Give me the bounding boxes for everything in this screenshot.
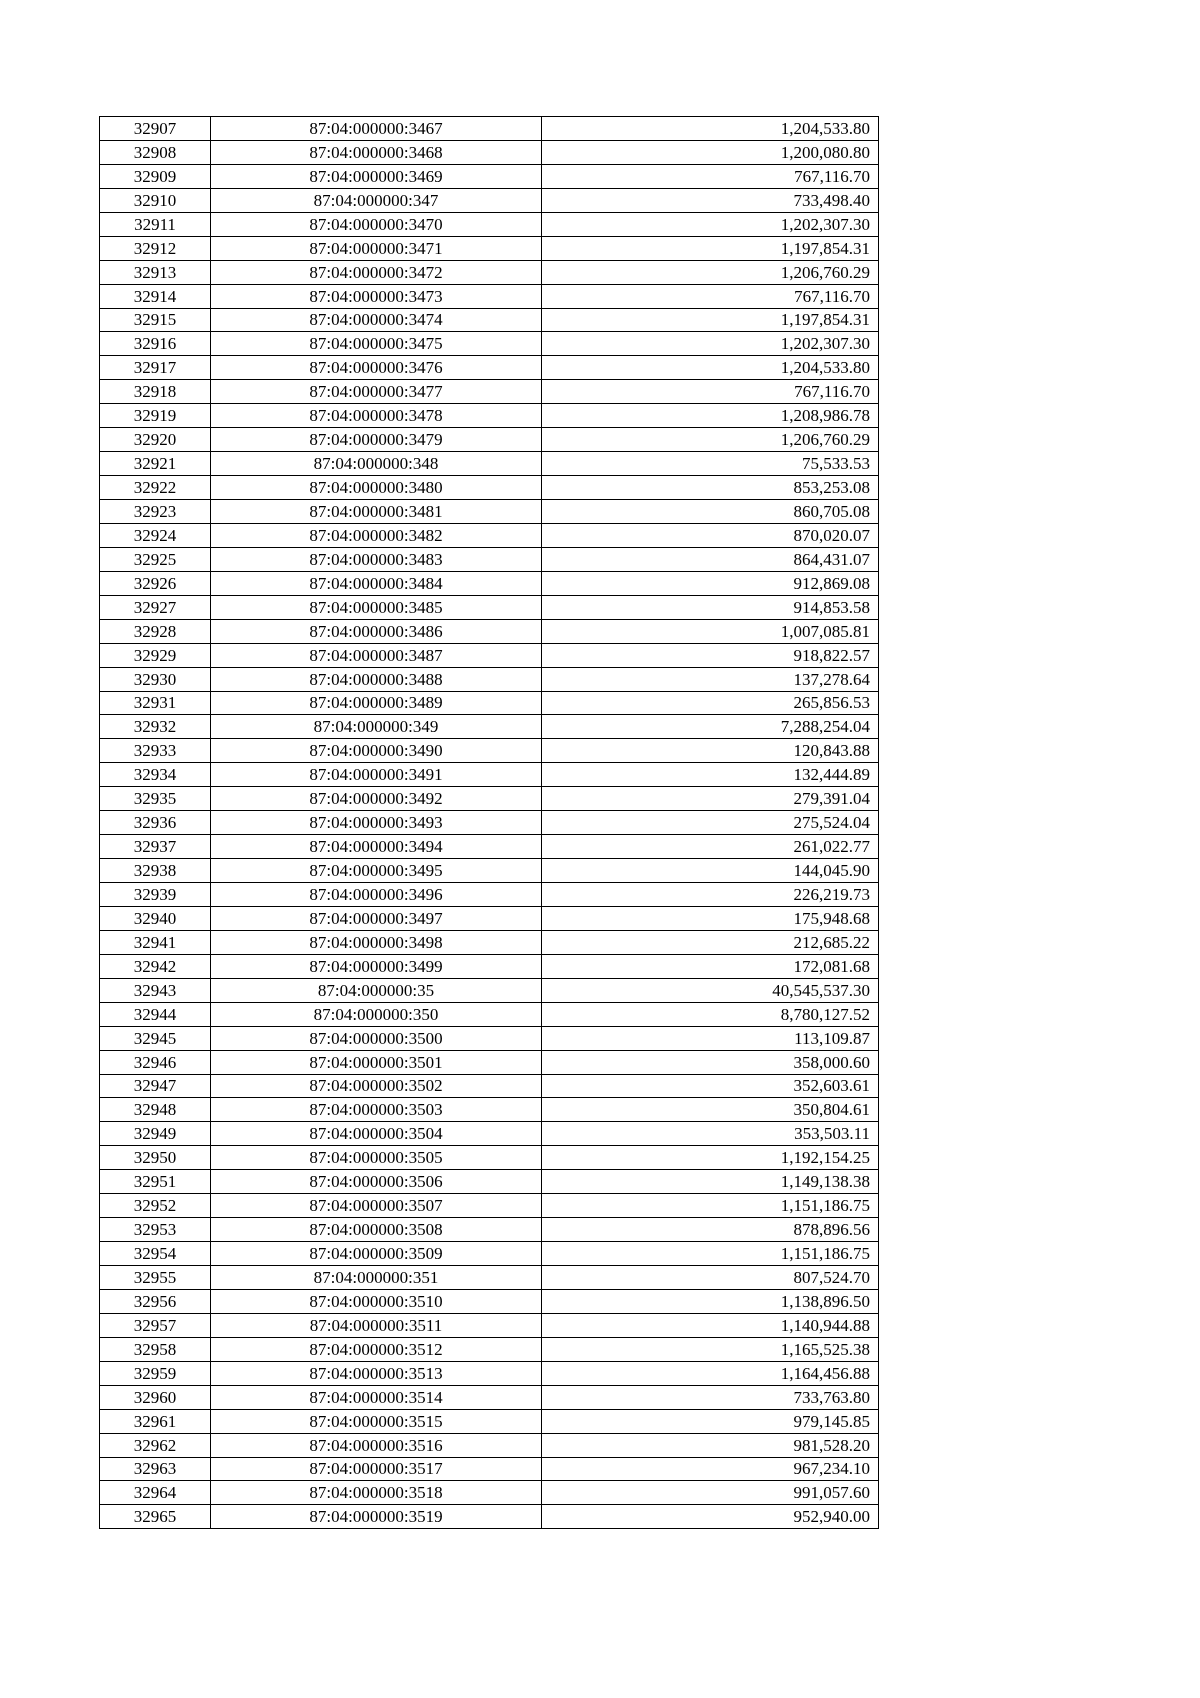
table-row <box>100 691 879 715</box>
row-number-cell: 32932 <box>100 715 211 739</box>
value-cell: 864,431.07 <box>542 547 879 571</box>
table-row <box>100 1098 879 1122</box>
row-number-cell: 32917 <box>100 356 211 380</box>
table-row <box>100 356 879 380</box>
table-row <box>100 643 879 667</box>
row-number-cell: 32956 <box>100 1289 211 1313</box>
cadastral-number-cell: 87:04:000000:3473 <box>211 284 542 308</box>
value-cell: 860,705.08 <box>542 500 879 524</box>
table-row <box>100 1385 879 1409</box>
table-row <box>100 140 879 164</box>
cadastral-number-cell: 87:04:000000:3506 <box>211 1170 542 1194</box>
value-cell: 1,151,186.75 <box>542 1194 879 1218</box>
cadastral-number-cell: 87:04:000000:3483 <box>211 547 542 571</box>
cadastral-number-cell: 87:04:000000:35 <box>211 978 542 1002</box>
cadastral-number-cell: 87:04:000000:3517 <box>211 1457 542 1481</box>
value-cell: 279,391.04 <box>542 787 879 811</box>
table-row <box>100 1481 879 1505</box>
value-cell: 991,057.60 <box>542 1481 879 1505</box>
row-number-cell: 32933 <box>100 739 211 763</box>
cadastral-number-cell: 87:04:000000:3493 <box>211 811 542 835</box>
table-row <box>100 930 879 954</box>
value-cell: 914,853.58 <box>542 595 879 619</box>
value-cell: 261,022.77 <box>542 835 879 859</box>
value-cell: 144,045.90 <box>542 859 879 883</box>
cadastral-number-cell: 87:04:000000:3508 <box>211 1218 542 1242</box>
row-number-cell: 32947 <box>100 1074 211 1098</box>
row-number-cell: 32952 <box>100 1194 211 1218</box>
value-cell: 878,896.56 <box>542 1218 879 1242</box>
value-cell: 1,151,186.75 <box>542 1242 879 1266</box>
table-row <box>100 835 879 859</box>
row-number-cell: 32942 <box>100 954 211 978</box>
table-row <box>100 1457 879 1481</box>
value-cell: 979,145.85 <box>542 1409 879 1433</box>
table-row <box>100 236 879 260</box>
value-cell: 7,288,254.04 <box>542 715 879 739</box>
row-number-cell: 32965 <box>100 1505 211 1529</box>
table-row <box>100 1002 879 1026</box>
cadastral-number-cell: 87:04:000000:3488 <box>211 667 542 691</box>
table-row <box>100 715 879 739</box>
cadastral-number-cell: 87:04:000000:351 <box>211 1266 542 1290</box>
cadastral-number-cell: 87:04:000000:3514 <box>211 1385 542 1409</box>
table-row <box>100 523 879 547</box>
value-cell: 767,116.70 <box>542 164 879 188</box>
table-row <box>100 332 879 356</box>
value-cell: 1,165,525.38 <box>542 1337 879 1361</box>
value-cell: 918,822.57 <box>542 643 879 667</box>
cadastral-number-cell: 87:04:000000:3468 <box>211 140 542 164</box>
table-row <box>100 212 879 236</box>
cadastral-number-cell: 87:04:000000:3490 <box>211 739 542 763</box>
table-row <box>100 1122 879 1146</box>
value-cell: 113,109.87 <box>542 1026 879 1050</box>
cadastral-number-cell: 87:04:000000:3519 <box>211 1505 542 1529</box>
value-cell: 967,234.10 <box>542 1457 879 1481</box>
value-cell: 350,804.61 <box>542 1098 879 1122</box>
row-number-cell: 32940 <box>100 906 211 930</box>
row-number-cell: 32914 <box>100 284 211 308</box>
table-row <box>100 1433 879 1457</box>
table-row <box>100 667 879 691</box>
cadastral-number-cell: 87:04:000000:3479 <box>211 428 542 452</box>
row-number-cell: 32959 <box>100 1361 211 1385</box>
value-cell: 912,869.08 <box>542 571 879 595</box>
value-cell: 212,685.22 <box>542 930 879 954</box>
table-row <box>100 978 879 1002</box>
value-cell: 733,498.40 <box>542 188 879 212</box>
cadastral-number-cell: 87:04:000000:3495 <box>211 859 542 883</box>
cadastral-number-cell: 87:04:000000:3498 <box>211 930 542 954</box>
cadastral-number-cell: 87:04:000000:3487 <box>211 643 542 667</box>
table-row <box>100 500 879 524</box>
table-row <box>100 906 879 930</box>
row-number-cell: 32961 <box>100 1409 211 1433</box>
table-row <box>100 883 879 907</box>
table-row <box>100 164 879 188</box>
value-cell: 132,444.89 <box>542 763 879 787</box>
cadastral-number-cell: 87:04:000000:3478 <box>211 404 542 428</box>
row-number-cell: 32964 <box>100 1481 211 1505</box>
row-number-cell: 32954 <box>100 1242 211 1266</box>
value-cell: 1,149,138.38 <box>542 1170 879 1194</box>
value-cell: 1,192,154.25 <box>542 1146 879 1170</box>
row-number-cell: 32951 <box>100 1170 211 1194</box>
cadastral-number-cell: 87:04:000000:3511 <box>211 1313 542 1337</box>
cadastral-number-cell: 87:04:000000:3471 <box>211 236 542 260</box>
cadastral-number-cell: 87:04:000000:3480 <box>211 476 542 500</box>
value-cell: 1,206,760.29 <box>542 428 879 452</box>
row-number-cell: 32957 <box>100 1313 211 1337</box>
value-cell: 358,000.60 <box>542 1050 879 1074</box>
row-number-cell: 32916 <box>100 332 211 356</box>
cadastral-number-cell: 87:04:000000:348 <box>211 452 542 476</box>
cadastral-number-cell: 87:04:000000:3496 <box>211 883 542 907</box>
value-cell: 767,116.70 <box>542 284 879 308</box>
table-row <box>100 787 879 811</box>
cadastral-number-cell: 87:04:000000:3518 <box>211 1481 542 1505</box>
row-number-cell: 32909 <box>100 164 211 188</box>
row-number-cell: 32944 <box>100 1002 211 1026</box>
cadastral-number-cell: 87:04:000000:3505 <box>211 1146 542 1170</box>
value-cell: 352,603.61 <box>542 1074 879 1098</box>
value-cell: 226,219.73 <box>542 883 879 907</box>
value-cell: 952,940.00 <box>542 1505 879 1529</box>
cadastral-number-cell: 87:04:000000:3500 <box>211 1026 542 1050</box>
row-number-cell: 32923 <box>100 500 211 524</box>
row-number-cell: 32958 <box>100 1337 211 1361</box>
row-number-cell: 32913 <box>100 260 211 284</box>
cadastral-number-cell: 87:04:000000:3502 <box>211 1074 542 1098</box>
cadastral-number-cell: 87:04:000000:3470 <box>211 212 542 236</box>
table-row <box>100 308 879 332</box>
table-row <box>100 117 879 141</box>
table-row <box>100 1050 879 1074</box>
row-number-cell: 32924 <box>100 523 211 547</box>
row-number-cell: 32921 <box>100 452 211 476</box>
table-row <box>100 1337 879 1361</box>
value-cell: 275,524.04 <box>542 811 879 835</box>
table-row <box>100 739 879 763</box>
data-table <box>99 116 879 1529</box>
cadastral-number-cell: 87:04:000000:3481 <box>211 500 542 524</box>
row-number-cell: 32953 <box>100 1218 211 1242</box>
table-row <box>100 1409 879 1433</box>
table-row <box>100 1313 879 1337</box>
value-cell: 353,503.11 <box>542 1122 879 1146</box>
table-row <box>100 619 879 643</box>
value-cell: 807,524.70 <box>542 1266 879 1290</box>
cadastral-number-cell: 87:04:000000:347 <box>211 188 542 212</box>
row-number-cell: 32963 <box>100 1457 211 1481</box>
row-number-cell: 32946 <box>100 1050 211 1074</box>
cadastral-number-cell: 87:04:000000:3491 <box>211 763 542 787</box>
value-cell: 1,202,307.30 <box>542 212 879 236</box>
row-number-cell: 32938 <box>100 859 211 883</box>
cadastral-number-cell: 87:04:000000:3513 <box>211 1361 542 1385</box>
value-cell: 1,208,986.78 <box>542 404 879 428</box>
row-number-cell: 32935 <box>100 787 211 811</box>
value-cell: 1,140,944.88 <box>542 1313 879 1337</box>
table-row <box>100 811 879 835</box>
value-cell: 767,116.70 <box>542 380 879 404</box>
cadastral-number-cell: 87:04:000000:3507 <box>211 1194 542 1218</box>
row-number-cell: 32930 <box>100 667 211 691</box>
table-row <box>100 1026 879 1050</box>
table-row <box>100 1194 879 1218</box>
cadastral-number-cell: 87:04:000000:3474 <box>211 308 542 332</box>
value-cell: 172,081.68 <box>542 954 879 978</box>
value-cell: 1,007,085.81 <box>542 619 879 643</box>
row-number-cell: 32926 <box>100 571 211 595</box>
table-row <box>100 1266 879 1290</box>
value-cell: 1,164,456.88 <box>542 1361 879 1385</box>
cadastral-number-cell: 87:04:000000:3504 <box>211 1122 542 1146</box>
table-row <box>100 380 879 404</box>
value-cell: 1,138,896.50 <box>542 1289 879 1313</box>
value-cell: 733,763.80 <box>542 1385 879 1409</box>
cadastral-number-cell: 87:04:000000:3486 <box>211 619 542 643</box>
cadastral-number-cell: 87:04:000000:350 <box>211 1002 542 1026</box>
table-row <box>100 476 879 500</box>
value-cell: 1,197,854.31 <box>542 308 879 332</box>
row-number-cell: 32928 <box>100 619 211 643</box>
value-cell: 870,020.07 <box>542 523 879 547</box>
row-number-cell: 32912 <box>100 236 211 260</box>
table-row <box>100 954 879 978</box>
row-number-cell: 32945 <box>100 1026 211 1050</box>
cadastral-number-cell: 87:04:000000:3472 <box>211 260 542 284</box>
cadastral-number-cell: 87:04:000000:3509 <box>211 1242 542 1266</box>
row-number-cell: 32915 <box>100 308 211 332</box>
value-cell: 1,200,080.80 <box>542 140 879 164</box>
row-number-cell: 32934 <box>100 763 211 787</box>
table-row <box>100 284 879 308</box>
row-number-cell: 32922 <box>100 476 211 500</box>
value-cell: 137,278.64 <box>542 667 879 691</box>
row-number-cell: 32943 <box>100 978 211 1002</box>
table-row <box>100 1361 879 1385</box>
row-number-cell: 32918 <box>100 380 211 404</box>
table-row <box>100 547 879 571</box>
row-number-cell: 32919 <box>100 404 211 428</box>
table-row <box>100 1074 879 1098</box>
cadastral-number-cell: 87:04:000000:3494 <box>211 835 542 859</box>
table-row <box>100 188 879 212</box>
table-row <box>100 1218 879 1242</box>
table-row <box>100 1289 879 1313</box>
table-row <box>100 1146 879 1170</box>
value-cell: 75,533.53 <box>542 452 879 476</box>
row-number-cell: 32949 <box>100 1122 211 1146</box>
cadastral-number-cell: 87:04:000000:3482 <box>211 523 542 547</box>
row-number-cell: 32927 <box>100 595 211 619</box>
table-row <box>100 571 879 595</box>
row-number-cell: 32931 <box>100 691 211 715</box>
cadastral-number-cell: 87:04:000000:3501 <box>211 1050 542 1074</box>
cadastral-number-cell: 87:04:000000:3497 <box>211 906 542 930</box>
row-number-cell: 32925 <box>100 547 211 571</box>
row-number-cell: 32920 <box>100 428 211 452</box>
table-row <box>100 595 879 619</box>
row-number-cell: 32939 <box>100 883 211 907</box>
value-cell: 40,545,537.30 <box>542 978 879 1002</box>
row-number-cell: 32907 <box>100 117 211 141</box>
row-number-cell: 32929 <box>100 643 211 667</box>
value-cell: 1,204,533.80 <box>542 117 879 141</box>
cadastral-number-cell: 87:04:000000:3510 <box>211 1289 542 1313</box>
cadastral-number-cell: 87:04:000000:3477 <box>211 380 542 404</box>
row-number-cell: 32960 <box>100 1385 211 1409</box>
table-row <box>100 859 879 883</box>
table-row <box>100 1170 879 1194</box>
row-number-cell: 32910 <box>100 188 211 212</box>
table-row <box>100 1505 879 1529</box>
value-cell: 981,528.20 <box>542 1433 879 1457</box>
cadastral-number-cell: 87:04:000000:3475 <box>211 332 542 356</box>
value-cell: 8,780,127.52 <box>542 1002 879 1026</box>
row-number-cell: 32950 <box>100 1146 211 1170</box>
table-row <box>100 763 879 787</box>
table-row <box>100 1242 879 1266</box>
value-cell: 1,197,854.31 <box>542 236 879 260</box>
cadastral-number-cell: 87:04:000000:3485 <box>211 595 542 619</box>
value-cell: 265,856.53 <box>542 691 879 715</box>
table-row <box>100 452 879 476</box>
value-cell: 1,202,307.30 <box>542 332 879 356</box>
table-row <box>100 404 879 428</box>
cadastral-number-cell: 87:04:000000:349 <box>211 715 542 739</box>
cadastral-number-cell: 87:04:000000:3515 <box>211 1409 542 1433</box>
value-cell: 175,948.68 <box>542 906 879 930</box>
row-number-cell: 32962 <box>100 1433 211 1457</box>
cadastral-number-cell: 87:04:000000:3516 <box>211 1433 542 1457</box>
row-number-cell: 32908 <box>100 140 211 164</box>
cadastral-number-cell: 87:04:000000:3469 <box>211 164 542 188</box>
value-cell: 1,206,760.29 <box>542 260 879 284</box>
cadastral-number-cell: 87:04:000000:3476 <box>211 356 542 380</box>
cadastral-number-cell: 87:04:000000:3492 <box>211 787 542 811</box>
row-number-cell: 32955 <box>100 1266 211 1290</box>
cadastral-number-cell: 87:04:000000:3503 <box>211 1098 542 1122</box>
row-number-cell: 32948 <box>100 1098 211 1122</box>
cadastral-number-cell: 87:04:000000:3484 <box>211 571 542 595</box>
row-number-cell: 32936 <box>100 811 211 835</box>
table-row <box>100 428 879 452</box>
cadastral-number-cell: 87:04:000000:3499 <box>211 954 542 978</box>
value-cell: 1,204,533.80 <box>542 356 879 380</box>
table-row <box>100 260 879 284</box>
row-number-cell: 32937 <box>100 835 211 859</box>
cadastral-number-cell: 87:04:000000:3489 <box>211 691 542 715</box>
cadastral-number-cell: 87:04:000000:3467 <box>211 117 542 141</box>
table-body <box>100 117 879 1529</box>
value-cell: 853,253.08 <box>542 476 879 500</box>
row-number-cell: 32911 <box>100 212 211 236</box>
cadastral-number-cell: 87:04:000000:3512 <box>211 1337 542 1361</box>
value-cell: 120,843.88 <box>542 739 879 763</box>
row-number-cell: 32941 <box>100 930 211 954</box>
